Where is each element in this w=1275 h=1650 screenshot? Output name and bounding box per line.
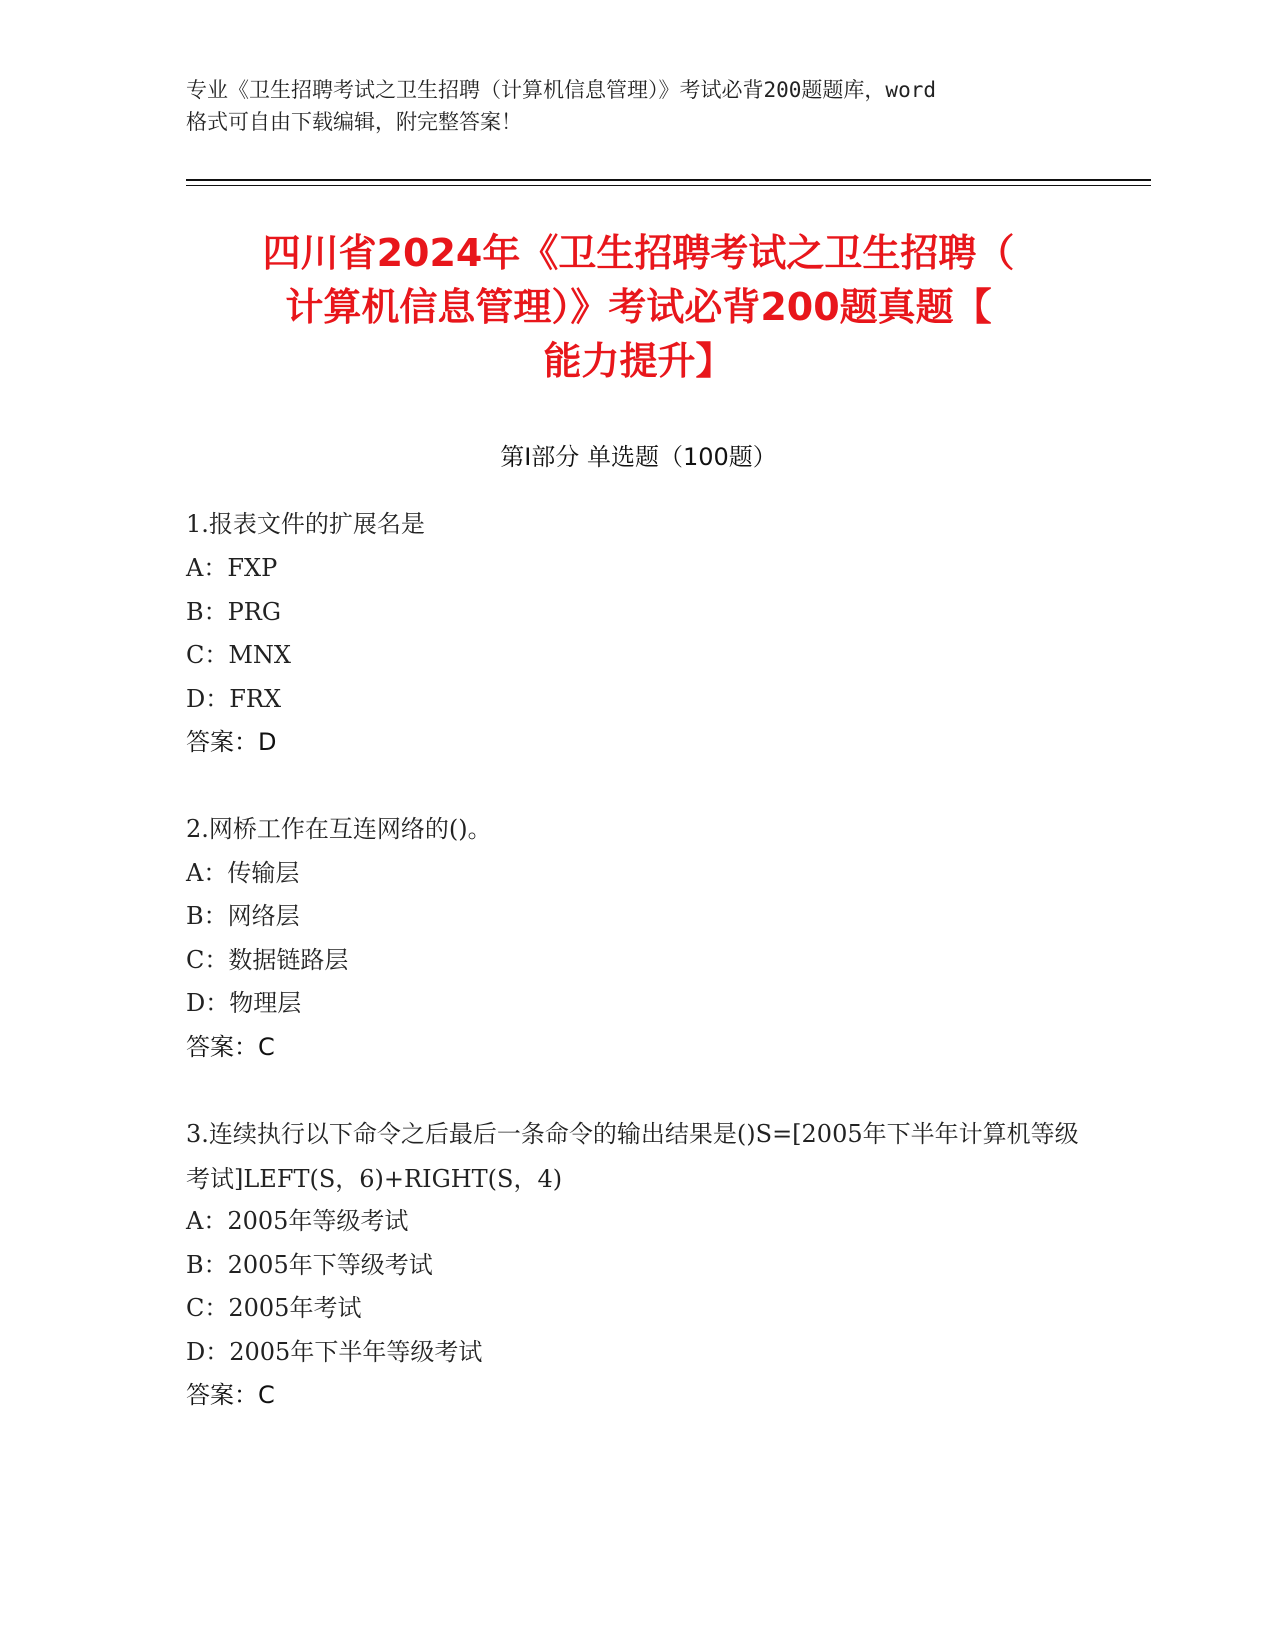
question-1-stem: 1.报表文件的扩展名是	[186, 510, 425, 538]
header-note-line-2: 格式可自由下载编辑，附完整答案！	[186, 110, 522, 134]
document-title-line-1: 四川省2024年《卫生招聘考试之卫生招聘（	[262, 231, 1015, 275]
question-3-option-b: B：2005年下等级考试	[186, 1251, 433, 1279]
question-2-option-c: C：数据链路层	[186, 946, 349, 974]
document-title	[186, 226, 1091, 388]
question-2-option-d: D：物理层	[186, 989, 302, 1017]
header-divider-thin	[186, 185, 1151, 186]
question-1-option-a: A：FXP	[186, 554, 278, 582]
section-heading: 第Ⅰ部分 单选题（100题）	[500, 443, 777, 471]
question-3-answer: 答案：C	[186, 1381, 275, 1409]
header-note	[186, 74, 1086, 138]
document-title-line-3: 能力提升】	[543, 339, 734, 383]
question-2-stem: 2.网桥工作在互连网络的()。	[186, 815, 492, 843]
question-3-option-d: D：2005年下半年等级考试	[186, 1338, 483, 1366]
header-note-line-1: 专业《卫生招聘考试之卫生招聘（计算机信息管理）》考试必背200题题库，word	[186, 78, 936, 102]
question-3-stem: 3.连续执行以下命令之后最后一条命令的输出结果是()S=[2005年下半年计算机等级考试]LEFT(S，6)+RIGHT(S，4)	[186, 1120, 1079, 1193]
question-1-answer: 答案：D	[186, 728, 277, 756]
question-1-option-d: D：FRX	[186, 685, 282, 713]
header-divider-thick	[186, 179, 1151, 181]
question-3-option-c: C：2005年考试	[186, 1294, 362, 1322]
question-2-answer: 答案：C	[186, 1033, 275, 1061]
question-1-option-c: C：MNX	[186, 641, 292, 669]
document-title-line-2: 计算机信息管理）》考试必背200题真题【	[285, 285, 992, 329]
question-1-option-b: B：PRG	[186, 598, 282, 626]
question-2-option-a: A：传输层	[186, 859, 300, 887]
question-3-option-a: A：2005年等级考试	[186, 1207, 409, 1235]
question-2-option-b: B：网络层	[186, 902, 300, 930]
